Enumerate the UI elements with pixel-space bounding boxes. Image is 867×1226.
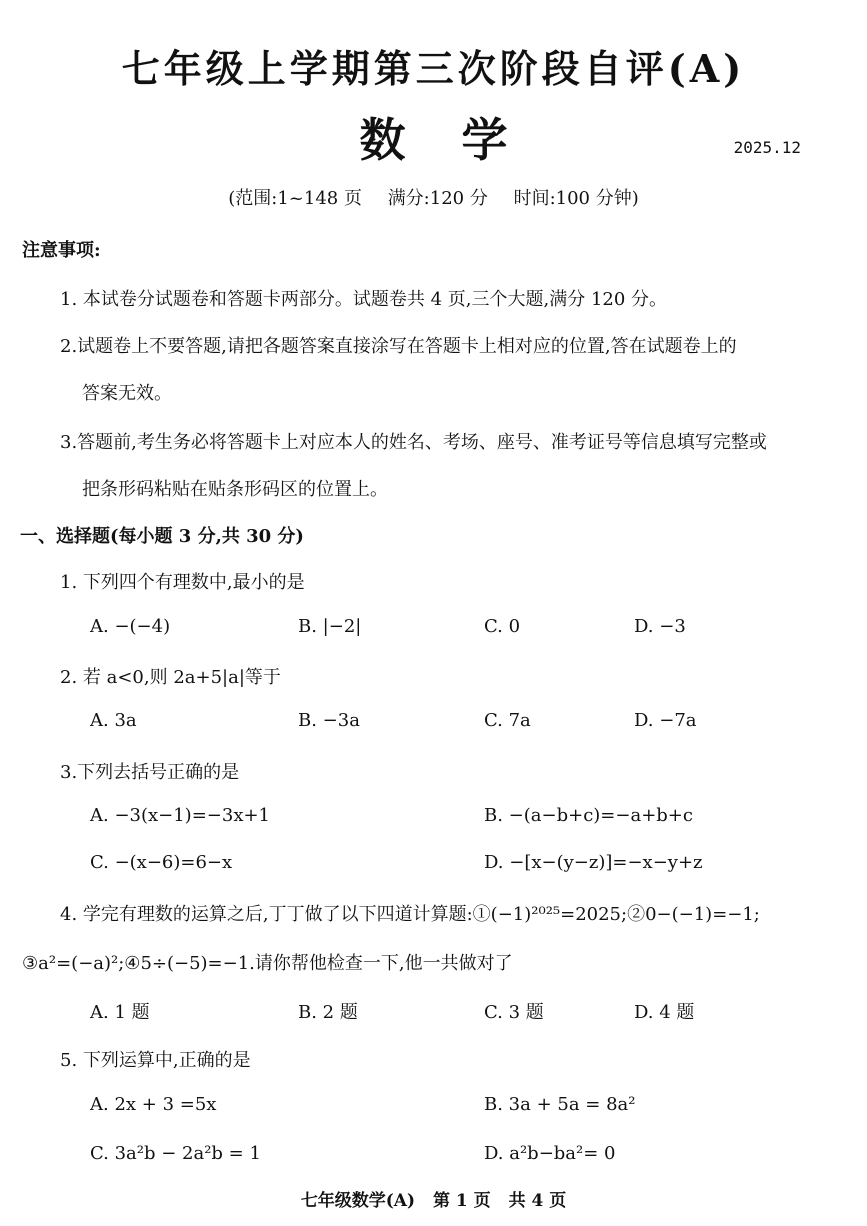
subject-title: 数学 [359, 113, 564, 167]
exam-meta [0, 184, 867, 210]
footer-total-pages: 共 4 页 [508, 1191, 567, 1211]
section-heading: 一、选择题(每小题 3 分,共 30 分) [20, 526, 304, 547]
exam-full-score: 满分:120 分 [387, 188, 488, 209]
option-d: D. −3 [634, 616, 686, 637]
question-stem: 4. 学完有理数的运算之后,丁丁做了以下四道计算题:①(−1)²⁰²⁵=2025;②0−(−1)=−1; [60, 904, 760, 925]
page-footer [0, 1186, 867, 1211]
option-a: A. 1 题 [90, 1002, 150, 1023]
exam-scope: (范围:1~148 页 [228, 188, 362, 209]
note-item-continued: 答案无效。 [82, 383, 172, 404]
option-d: D. a²b−ba²= 0 [484, 1143, 616, 1164]
note-item: 1. 本试卷分试题卷和答题卡两部分。试题卷共 4 页,三个大题,满分 120 分。 [60, 289, 668, 310]
option-b: B. |−2| [298, 616, 362, 637]
note-item: 2.试题卷上不要答题,请把各题答案直接涂写在答题卡上相对应的位置,答在试题卷上的 [60, 336, 737, 357]
option-a: A. −3(x−1)=−3x+1 [90, 805, 271, 826]
option-d: D. 4 题 [634, 1002, 695, 1023]
question-stem: 3.下列去括号正确的是 [60, 762, 240, 783]
option-c: C. 7a [484, 710, 531, 731]
question-stem-continued: ③a²=(−a)²;④5÷(−5)=−1.请你帮他检查一下,他一共做对了 [22, 953, 513, 974]
option-d: D. −7a [634, 710, 697, 731]
option-a: A. −(−4) [90, 616, 171, 637]
exam-time: 时间:100 分钟) [513, 188, 639, 209]
notes-heading: 注意事项: [22, 240, 101, 261]
option-a: A. 3a [90, 710, 137, 731]
option-b: B. −(a−b+c)=−a+b+c [484, 805, 693, 826]
footer-page-number: 第 1 页 [432, 1191, 491, 1211]
exam-date: 2025.12 [733, 138, 801, 157]
option-c: C. 3 题 [484, 1002, 544, 1023]
note-item: 3.答题前,考生务必将答题卡上对应本人的姓名、考场、座号、准考证号等信息填写完整或 [60, 432, 767, 453]
exam-title: 七年级上学期第三次阶段自评(A) [121, 46, 746, 91]
option-c: C. 0 [484, 616, 521, 637]
option-b: B. 2 题 [298, 1002, 358, 1023]
note-item-continued: 把条形码粘贴在贴条形码区的位置上。 [82, 479, 388, 500]
option-b: B. −3a [298, 710, 360, 731]
option-b: B. 3a + 5a = 8a² [484, 1094, 636, 1115]
option-c: C. 3a²b − 2a²b = 1 [90, 1143, 261, 1164]
footer-exam-name: 七年级数学(A) [300, 1191, 416, 1211]
option-c: C. −(x−6)=6−x [90, 852, 233, 873]
question-stem: 2. 若 a<0,则 2a+5|a|等于 [60, 667, 281, 688]
option-d: D. −[x−(y−z)]=−x−y+z [484, 852, 703, 873]
option-a: A. 2x + 3 =5x [90, 1094, 217, 1115]
question-stem: 1. 下列四个有理数中,最小的是 [60, 572, 305, 593]
question-stem: 5. 下列运算中,正确的是 [60, 1050, 251, 1071]
